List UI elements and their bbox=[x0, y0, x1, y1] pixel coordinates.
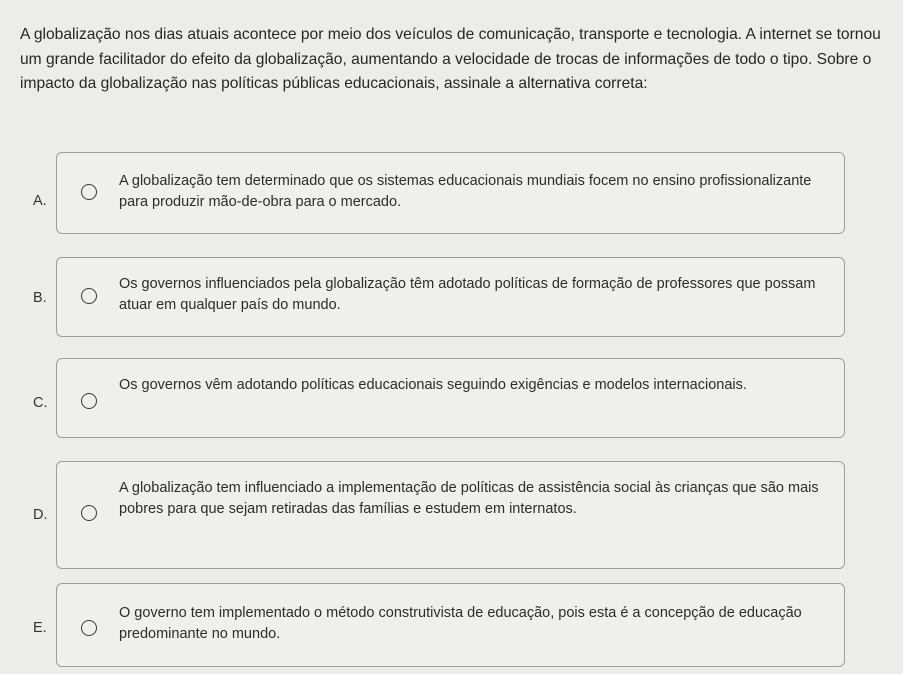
option-letter: C. bbox=[33, 395, 48, 411]
option-b[interactable] bbox=[33, 257, 845, 337]
radio-button[interactable] bbox=[81, 505, 97, 521]
option-c[interactable] bbox=[33, 358, 845, 438]
option-e[interactable] bbox=[33, 583, 845, 667]
option-text: O governo tem implementado o método construtivista de educação, pois esta é a concepção de educação predominante no mundo. bbox=[119, 605, 802, 642]
option-d[interactable] bbox=[33, 461, 845, 569]
option-text: Os governos vêm adotando políticas educacionais seguindo exigências e modelos internacionais. bbox=[119, 377, 747, 393]
radio-button[interactable] bbox=[81, 288, 97, 304]
option-letter: E. bbox=[33, 620, 47, 636]
option-letter: B. bbox=[33, 290, 47, 306]
question-text: A globalização nos dias atuais acontece por meio dos veículos de comunicação, transporte e tecnologia. A internet se tornou um grande facilitador do efeito da globalização, aumentando a velocidade de trocas de informações de todo o tipo. Sobre o impacto da globalização nas políticas públicas educacionais, assinale a alternativa correta: bbox=[20, 26, 881, 92]
option-text: Os governos influenciados pela globalização têm adotado políticas de formação de professores que possam atuar em qualquer país do mundo. bbox=[119, 276, 816, 313]
radio-button[interactable] bbox=[81, 620, 97, 636]
radio-button[interactable] bbox=[81, 393, 97, 409]
option-a[interactable] bbox=[33, 152, 845, 234]
option-text: A globalização tem influenciado a implementação de políticas de assistência social às crianças que são mais pobres para que sejam retiradas das famílias e estudem em internatos. bbox=[119, 480, 819, 517]
option-letter: D. bbox=[33, 507, 48, 523]
option-text: A globalização tem determinado que os sistemas educacionais mundiais focem no ensino profissionalizante para produzir mão-de-obra para o mercado. bbox=[119, 173, 812, 210]
radio-button[interactable] bbox=[81, 184, 97, 200]
option-letter: A. bbox=[33, 193, 47, 209]
